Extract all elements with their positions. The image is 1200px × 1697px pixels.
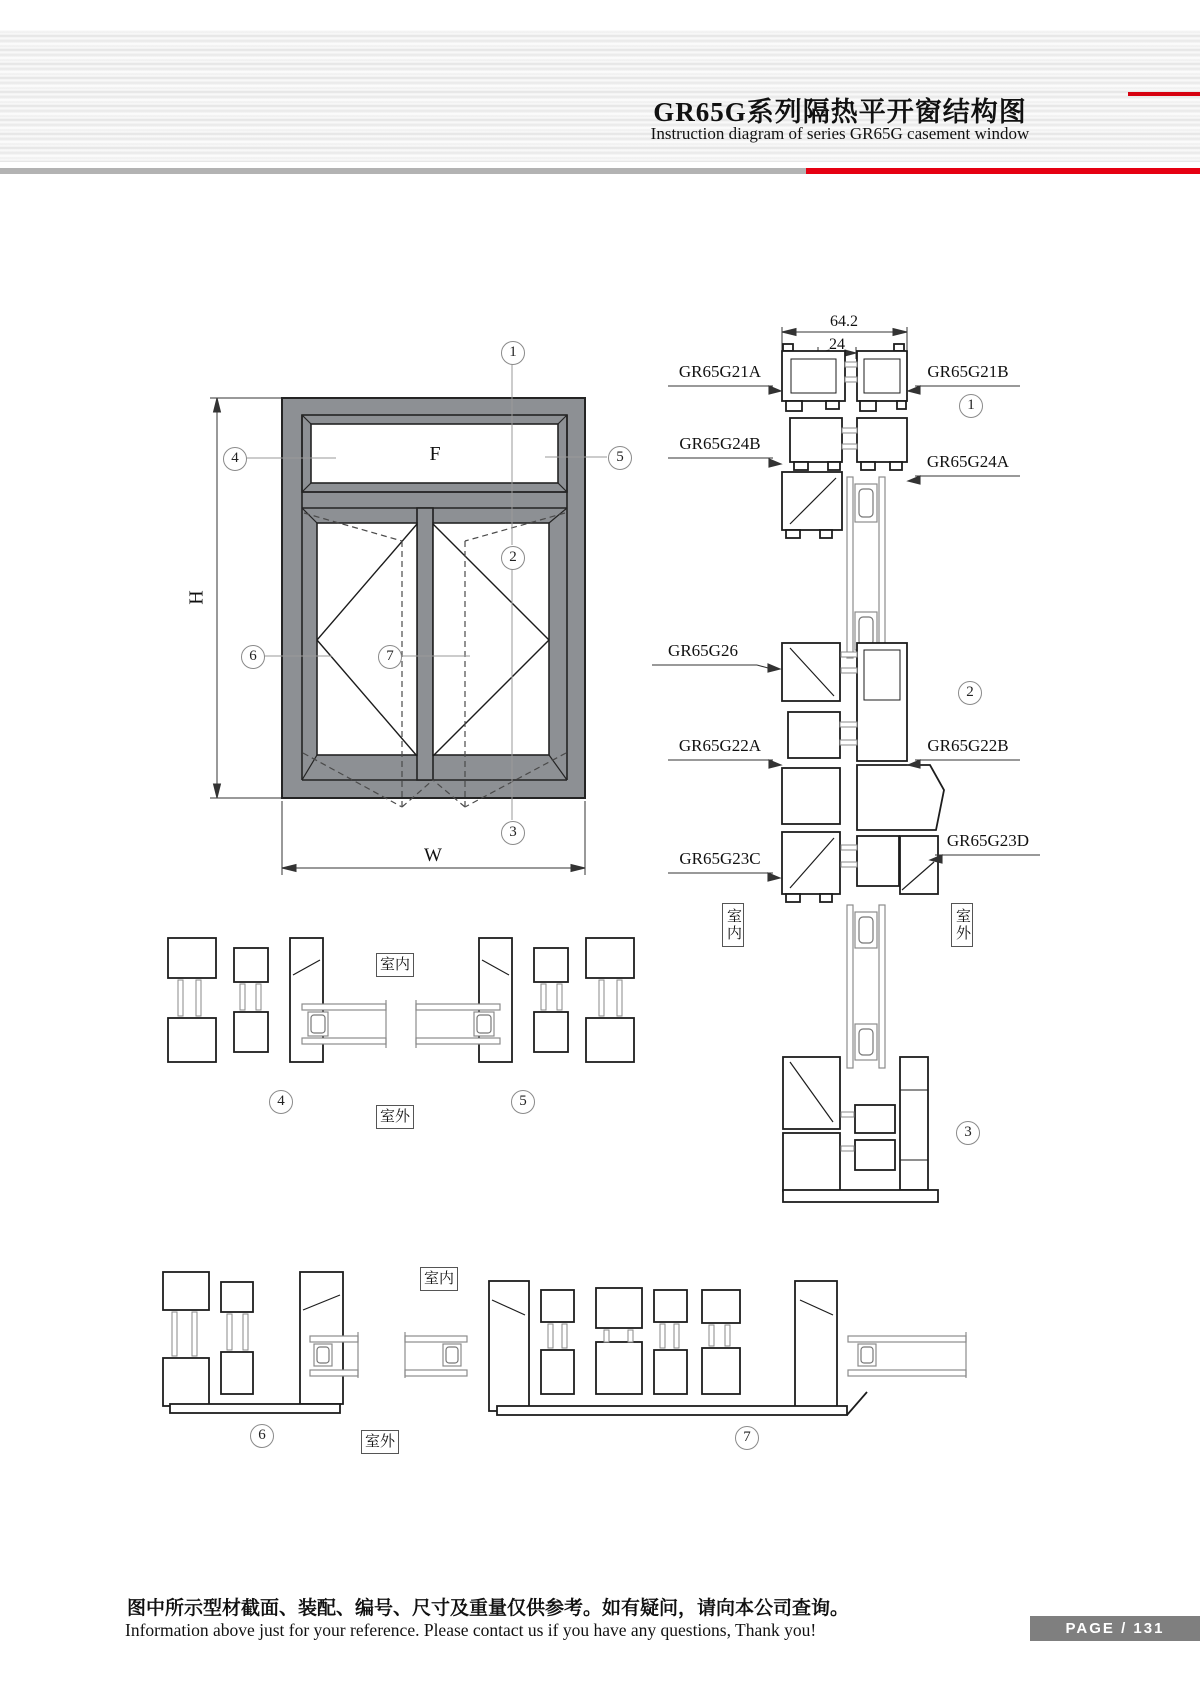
section-4-profile: [168, 938, 323, 1062]
callout-3-section: 3: [956, 1121, 980, 1145]
callout-7-section: 7: [735, 1426, 759, 1450]
section-5-profile: [479, 938, 634, 1062]
section-3-profile: [783, 1057, 938, 1202]
page-subtitle: Instruction diagram of series GR65G casement window: [650, 124, 1030, 143]
callout-4-section: 4: [269, 1090, 293, 1114]
room-inside-label-bottom: 室内: [420, 1267, 458, 1291]
glass-strip-7-left: [405, 1332, 467, 1378]
section-2-profile: [782, 643, 944, 902]
width-dim-label: W: [424, 845, 442, 866]
dim-64-2: 64.2: [830, 313, 858, 330]
fixed-pane-letter: F: [429, 443, 441, 465]
room-outside-label-bottom: 室外: [361, 1430, 399, 1454]
glass-strip-7-right: [848, 1332, 966, 1378]
dim-24: 24: [829, 336, 845, 353]
footer-note-en: Information above just for your reference. Please contact us if you have any questions, Thank you!: [125, 1620, 817, 1640]
callout-4-elevation: 4: [223, 447, 247, 471]
glass-strip-5: [416, 1000, 500, 1048]
callout-2-section: 2: [958, 681, 982, 705]
section-7-profile: [489, 1281, 867, 1415]
insulated-glass-unit-2: [847, 905, 885, 1068]
callout-6-elevation: 6: [241, 645, 265, 669]
callout-1-section: 1: [959, 394, 983, 418]
section-1-profile: [782, 344, 907, 538]
callout-6-section: 6: [250, 1424, 274, 1448]
label-gr65g21a: GR65G21A: [678, 362, 762, 381]
footer-note-cn: 图中所示型材截面、装配、编号、尺寸及重量仅供参考。如有疑问，请向本公司查询。: [127, 1598, 850, 1619]
insulated-glass-unit-1: [847, 477, 885, 658]
label-gr65g26: GR65G26: [668, 641, 738, 660]
callout-3-elevation: 3: [501, 821, 525, 845]
callout-5-elevation: 5: [608, 446, 632, 470]
callout-5-section: 5: [511, 1090, 535, 1114]
room-outside-label-section: 室外: [951, 903, 973, 947]
callout-2-elevation: 2: [501, 546, 525, 570]
room-inside-label-section: 室内: [722, 903, 744, 947]
page-title: GR65G系列隔热平开窗结构图: [653, 97, 1027, 127]
room-outside-label-mid: 室外: [376, 1105, 414, 1129]
callout-1-elevation: 1: [501, 341, 525, 365]
label-gr65g23d: GR65G23D: [946, 831, 1030, 850]
label-gr65g23c: GR65G23C: [679, 849, 761, 868]
label-gr65g24a: GR65G24A: [926, 452, 1010, 471]
label-gr65g22b: GR65G22B: [927, 736, 1009, 755]
label-gr65g21b: GR65G21B: [927, 362, 1009, 381]
page-number-badge: PAGE / 131: [1030, 1616, 1200, 1641]
height-dim-label: H: [185, 590, 208, 605]
room-inside-label-mid: 室内: [376, 953, 414, 977]
label-gr65g22a: GR65G22A: [678, 736, 762, 755]
glass-strip-4: [302, 1000, 386, 1048]
callout-7-elevation: 7: [378, 645, 402, 669]
label-gr65g24b: GR65G24B: [679, 434, 761, 453]
